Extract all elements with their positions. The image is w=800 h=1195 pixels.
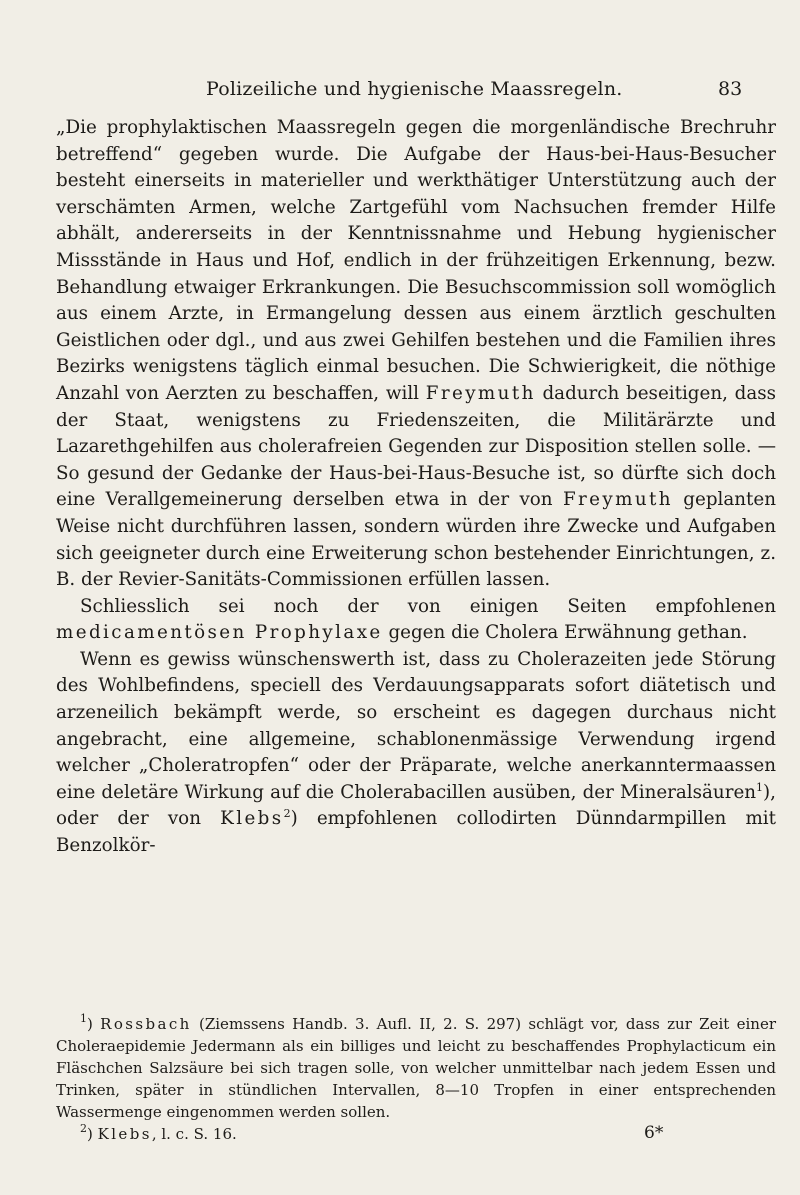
text-run: geplanten Weise nicht durchführen lassen, sondern würden ihre Zwecke und Aufgaben sich geeigneter durch eine Erweiterung schon bestehender Einrichtungen, z. B. der Revier-Sanitäts-Commissionen erfüllen lassen. <box>56 489 776 591</box>
text-run: ), oder der von <box>56 781 776 830</box>
text-run: ) empfohlenen collodirten Dünndarmpillen mit Benzolkör- <box>56 808 776 857</box>
text-run: Wenn es gewiss wünschenswerth ist, dass zu Cholerazeiten jede Störung des Wohlbefindens, speciell des Verdauungsapparats sofort diätetisch und arzeneilich bekämpft werde, so erscheint es dagegen durchaus nicht angebracht, eine allgemeine, schablonenmässige Verwendung irgend welcher „Choleratropfen“ oder der Präparate, welche anerkanntermaassen eine deletäre Wirkung auf die Cholerabacillen ausüben, der Mineralsäuren <box>56 648 776 803</box>
footnote-divider <box>56 1003 116 1004</box>
footnote-1: $^1$) Rossbach (Ziemssens Handb. 3. Aufl. II, 2. S. 297) schlägt vor, dass zur Zeit einer Choleraepidemie Jedermann als ein billiges und leicht zu beschaffendes Prophylacticum ein Fläschchen Salzsäure bei sich tragen solle, von welcher unmittelbar nach jedem Essen und Trinken, später in stündlichen Intervallen, 8—10 Tropfen in einer entsprechenden Wassermenge eingenommen werden sollen. <box>56 1012 776 1121</box>
footnote-ref: 2 <box>283 807 291 821</box>
footnote-text: (Ziemssens Handb. 3. Aufl. II, 2. S. 297) schlägt vor, dass zur Zeit einer Choleraepidemie Jedermann als ein billiges und leicht zu beschaffendes Prophylacticum ein Fläschchen Salzsäure bei sich tragen solle, von welcher unmittelbar nach jedem Essen und Trinken, später in stündlichen Intervallen, 8—10 Tropfen in einer entsprechenden Wassermenge eingenommen werden sollen. <box>56 1015 776 1121</box>
footnotes <box>56 1013 776 1145</box>
text-run: gegen die Cholera Erwähnung gethan. <box>382 622 748 644</box>
page-number: 83 <box>718 78 743 100</box>
text-run: dadurch beseitigen, dass der Staat, wenigstens zu Friedenszeiten, die Militärärzte und Lazarethgehilfen aus cholerafreien Gegenden zur Disposition stellen solle. — So gesund der Gedanke der Haus-bei-Haus-Besuche ist, so dürfte sich doch eine Verallgemeinerung derselben etwa in der von <box>56 382 777 511</box>
author-name: Klebs <box>220 808 284 830</box>
footnote-text: , l. c. S. 16. <box>151 1125 237 1143</box>
emphasized-term: medicamentösen Prophylaxe <box>56 622 383 644</box>
footnote-author: Klebs <box>97 1125 152 1143</box>
text-run: Schliesslich sei noch der von einigen Seiten empfohlenen <box>80 595 776 617</box>
paragraph-3 <box>56 647 776 860</box>
footnote-2: $^2$) Klebs, l. c. S. 16. <box>80 1122 237 1143</box>
footnote-ref: 1 <box>756 780 764 794</box>
footnote-author: Rossbach <box>100 1015 192 1033</box>
text-run: „Die prophylaktischen Maassregeln gegen die morgenländische Brechruhr betreffend“ gegeben wurde. Die Aufgabe der Haus-bei-Haus-Besucher besteht einerseits in materieller und werkthätiger Unterstützung auch der verschämten Armen, welche Zartgefühl vom Nachsuchen fremder Hilfe abhält, andererseits in der Kenntnissnahme und Hebung hygienischer Missstände in Haus und Hof, endlich in der frühzeitigen Erkennung, bezw. Behandlung etwaiger Erkrankungen. Die Besuchscommission soll womöglich aus einem Arzte, in Ermangelung dessen aus einem ärztlich geschulten Geistlichen oder dgl., und aus zwei Gehilfen bestehen und die Familien ihres Bezirks wenigstens täglich einmal besuchen. Die Schwierigkeit, die nöthige Anzahl von Aerzten zu beschaffen, will <box>56 117 776 404</box>
signature-mark: 6* <box>644 1123 664 1143</box>
body-text <box>56 115 776 860</box>
author-name: Freymuth <box>562 489 673 511</box>
paragraph-2 <box>56 594 776 647</box>
running-title: Polizeiliche und hygienische Maassregeln. <box>206 78 623 100</box>
paragraph-1 <box>56 115 776 594</box>
author-name: Freymuth <box>425 382 536 404</box>
footnote-marker: 1 <box>80 1012 87 1025</box>
footnote-marker: 2 <box>80 1122 87 1135</box>
